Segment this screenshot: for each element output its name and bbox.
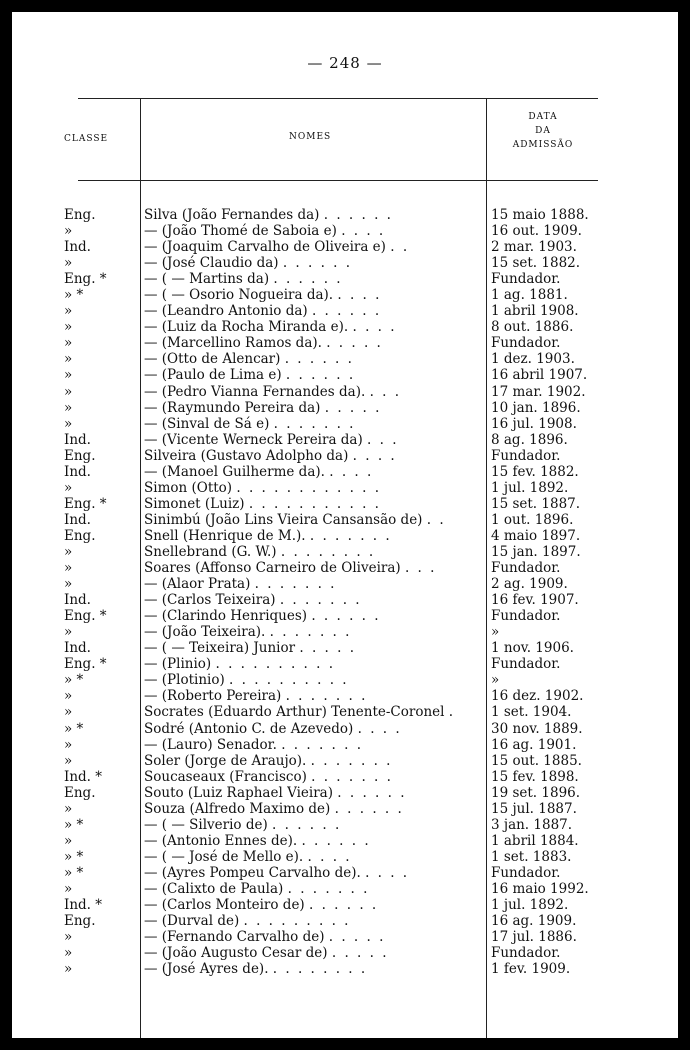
table-row bbox=[12, 881, 678, 897]
classe-cell: Eng. * bbox=[64, 656, 107, 673]
table-row bbox=[12, 464, 678, 480]
classe-cell: » * bbox=[64, 720, 84, 737]
nome-cell bbox=[144, 769, 484, 785]
classe-cell: » bbox=[64, 303, 73, 320]
nome-cell bbox=[144, 287, 484, 303]
nome-cell bbox=[144, 897, 484, 913]
nome-text: — (Ayres Pompeu Carvalho de). bbox=[144, 864, 361, 881]
classe-cell: » bbox=[64, 399, 73, 416]
leader-dots: . . . . . . . bbox=[254, 576, 337, 593]
leader-dots: . . . . . . bbox=[337, 784, 407, 801]
header-top-rule bbox=[78, 98, 598, 99]
leader-dots: . . . . bbox=[329, 463, 374, 480]
nome-cell bbox=[144, 737, 484, 753]
classe-cell: Eng. * bbox=[64, 608, 107, 625]
leader-dots: . . . . . . . . . . bbox=[229, 672, 349, 689]
classe-cell: » bbox=[64, 752, 73, 769]
data-admissao-cell: » bbox=[491, 672, 500, 689]
table-row bbox=[12, 769, 678, 785]
data-admissao-cell: 16 jul. 1908. bbox=[491, 415, 577, 432]
table-row bbox=[12, 560, 678, 576]
header-data-admissao bbox=[488, 110, 598, 152]
classe-cell: » bbox=[64, 688, 73, 705]
nome-cell bbox=[144, 592, 484, 608]
header-classe: CLASSE bbox=[64, 134, 109, 144]
nome-cell bbox=[144, 367, 484, 383]
classe-cell: » bbox=[64, 367, 73, 384]
leader-dots: . . . . . bbox=[299, 640, 357, 657]
nome-text: — ( — Teixeira) Junior bbox=[144, 640, 296, 657]
data-admissao-cell: 16 dez. 1902. bbox=[491, 688, 584, 705]
data-admissao-cell: 1 jul. 1892. bbox=[491, 479, 569, 496]
nome-cell bbox=[144, 271, 484, 287]
nome-text: Socrates (Eduardo Arthur) Tenente-Coronel bbox=[144, 704, 445, 721]
table-row bbox=[12, 753, 678, 769]
classe-cell: » bbox=[64, 479, 73, 496]
classe-cell: » bbox=[64, 880, 73, 897]
table-row bbox=[12, 945, 678, 961]
data-admissao-cell: 1 set. 1883. bbox=[491, 848, 572, 865]
data-admissao-cell: Fundador. bbox=[491, 608, 561, 625]
data-admissao-cell: Fundador. bbox=[491, 945, 561, 962]
leader-dots: . . . . . . . bbox=[269, 624, 352, 641]
nome-cell bbox=[144, 865, 484, 881]
data-admissao-cell: 16 ag. 1909. bbox=[491, 913, 577, 930]
leader-dots: . . . . . . . bbox=[281, 736, 364, 753]
data-admissao-cell: 1 abril 1884. bbox=[491, 832, 579, 849]
table-row bbox=[12, 833, 678, 849]
nome-cell bbox=[144, 255, 484, 271]
nome-cell bbox=[144, 432, 484, 448]
leader-dots: . . . . . . . bbox=[311, 768, 393, 785]
nome-text: — (Raymundo Pereira da) bbox=[144, 399, 321, 416]
nome-cell bbox=[144, 656, 484, 672]
data-admissao-cell: 15 set. 1882. bbox=[491, 255, 581, 272]
nome-text: — (Otto de Alencar) bbox=[144, 351, 281, 368]
nome-text: — (Pedro Vianna Fernandes da). bbox=[144, 383, 366, 400]
classe-cell: » bbox=[64, 576, 73, 593]
table-row bbox=[12, 865, 678, 881]
data-admissao-cell: 19 set. 1896. bbox=[491, 784, 581, 801]
data-admissao-cell: » bbox=[491, 624, 500, 641]
classe-cell: Eng. bbox=[64, 913, 96, 930]
data-admissao-cell: 3 jan. 1887. bbox=[491, 816, 573, 833]
leader-dots: . . . . . . . bbox=[285, 688, 368, 705]
data-admissao-cell: 16 abril 1907. bbox=[491, 367, 588, 384]
nome-cell bbox=[144, 303, 484, 319]
classe-cell: » bbox=[64, 961, 73, 978]
header-bottom-rule bbox=[78, 180, 598, 181]
classe-cell: Eng. bbox=[64, 784, 96, 801]
leader-dots: . . . . . . . bbox=[279, 592, 362, 609]
leader-dots: . . . . bbox=[337, 287, 382, 304]
data-admissao-cell: 16 out. 1909. bbox=[491, 223, 582, 240]
data-admissao-cell: Fundador. bbox=[491, 335, 561, 352]
nome-cell bbox=[144, 672, 484, 688]
leader-dots: . . . . . . . bbox=[309, 527, 392, 544]
classe-cell: » bbox=[64, 335, 73, 352]
data-admissao-cell: 17 mar. 1902. bbox=[491, 383, 586, 400]
classe-cell: » bbox=[64, 832, 73, 849]
nome-text: Simonet (Luiz) bbox=[144, 495, 245, 512]
leader-dots: . . . . bbox=[307, 848, 352, 865]
table-row bbox=[12, 207, 678, 223]
classe-cell: » bbox=[64, 624, 73, 641]
nome-text: Soucaseaux (Francisco) bbox=[144, 768, 307, 785]
leader-dots: . . . . . . bbox=[272, 816, 342, 833]
nome-cell bbox=[144, 608, 484, 624]
nome-cell bbox=[144, 704, 484, 720]
classe-cell: » bbox=[64, 543, 73, 560]
leader-dots: . . . . . . . bbox=[287, 880, 370, 897]
header-data-line2: DA bbox=[535, 126, 551, 136]
table-row bbox=[12, 849, 678, 865]
table-row bbox=[12, 480, 678, 496]
data-admissao-cell: 17 jul. 1886. bbox=[491, 929, 577, 946]
nome-cell bbox=[144, 817, 484, 833]
nome-text: — (Vicente Werneck Pereira da) bbox=[144, 431, 363, 448]
nome-text: — (José Ayres de). bbox=[144, 961, 269, 978]
data-admissao-cell: 2 ag. 1909. bbox=[491, 576, 568, 593]
leader-dots: . . . . . . bbox=[273, 271, 343, 288]
nome-text: — ( — Osorio Nogueira da). bbox=[144, 287, 334, 304]
nome-cell bbox=[144, 833, 484, 849]
leader-dots: . . . . . . bbox=[285, 367, 356, 384]
nome-text: — (Roberto Pereira) bbox=[144, 688, 282, 705]
nome-cell bbox=[144, 785, 484, 801]
nome-cell bbox=[144, 913, 484, 929]
classe-cell: Ind. bbox=[64, 239, 91, 256]
data-admissao-cell: 1 out. 1896. bbox=[491, 511, 574, 528]
table-row bbox=[12, 913, 678, 929]
nome-cell bbox=[144, 753, 484, 769]
data-admissao-cell: 1 abril 1908. bbox=[491, 303, 579, 320]
nome-cell bbox=[144, 721, 484, 737]
table-row bbox=[12, 496, 678, 512]
nome-text: Sinimbú (João Lins Vieira Cansansão de) bbox=[144, 511, 423, 528]
nome-cell bbox=[144, 801, 484, 817]
table-row bbox=[12, 400, 678, 416]
nome-text: — (Plinio) bbox=[144, 656, 212, 673]
leader-dots: . . . . . . . . . bbox=[243, 913, 351, 930]
classe-cell: Ind. * bbox=[64, 897, 103, 914]
data-admissao-cell: 10 jan. 1896. bbox=[491, 399, 581, 416]
nome-text: — (Carlos Monteiro de) bbox=[144, 897, 305, 914]
nome-text: — (Marcellino Ramos da). bbox=[144, 335, 322, 352]
data-admissao-cell: 15 maio 1888. bbox=[491, 207, 589, 223]
page bbox=[12, 12, 678, 1038]
classe-cell: Ind. * bbox=[64, 768, 103, 785]
classe-cell: » * bbox=[64, 848, 84, 865]
classe-cell: » bbox=[64, 255, 73, 272]
data-admissao-cell: 15 set. 1887. bbox=[491, 495, 581, 512]
leader-dots: . . . . . . bbox=[311, 608, 381, 625]
nome-cell bbox=[144, 207, 484, 223]
data-admissao-cell: 1 ag. 1881. bbox=[491, 287, 568, 304]
nome-text: — (Sinval de Sá e) bbox=[144, 415, 270, 432]
table-row bbox=[12, 303, 678, 319]
nome-text: Soares (Affonso Carneiro de Oliveira) bbox=[144, 560, 401, 577]
table-row bbox=[12, 255, 678, 271]
classe-cell: » bbox=[64, 351, 73, 368]
nome-text: Simon (Otto) bbox=[144, 479, 233, 496]
leader-dots: . . . . . . bbox=[334, 800, 404, 817]
table-row bbox=[12, 785, 678, 801]
classe-cell: » bbox=[64, 319, 73, 336]
nome-text: — (Lauro) Senador. bbox=[144, 736, 277, 753]
classe-cell: Ind. bbox=[64, 463, 91, 480]
leader-dots: . bbox=[448, 704, 456, 721]
nome-cell bbox=[144, 624, 484, 640]
nome-cell bbox=[144, 560, 484, 576]
data-admissao-cell: 15 fev. 1882. bbox=[491, 463, 579, 480]
nome-text: — (Fernando Carvalho de) bbox=[144, 929, 325, 946]
table-row bbox=[12, 624, 678, 640]
data-admissao-cell: 1 fev. 1909. bbox=[491, 961, 571, 978]
data-admissao-cell: Fundador. bbox=[491, 447, 561, 464]
data-admissao-cell: 8 out. 1886. bbox=[491, 319, 574, 336]
classe-cell: » * bbox=[64, 672, 84, 689]
classe-cell: » bbox=[64, 929, 73, 946]
leader-dots: . . . . . . . . . . . . bbox=[236, 479, 382, 496]
nome-text: — (Durval de) bbox=[144, 913, 240, 930]
header-data-line1: DATA bbox=[528, 112, 558, 122]
nome-cell bbox=[144, 496, 484, 512]
data-admissao-cell: 15 jul. 1887. bbox=[491, 800, 577, 817]
nome-cell bbox=[144, 640, 484, 656]
nome-cell bbox=[144, 576, 484, 592]
classe-cell: » * bbox=[64, 816, 84, 833]
classe-cell: Ind. bbox=[64, 511, 91, 528]
nome-cell bbox=[144, 929, 484, 945]
nome-cell bbox=[144, 416, 484, 432]
leader-dots: . . . . . . . . bbox=[272, 961, 368, 978]
nome-cell bbox=[144, 223, 484, 239]
leader-dots: . . . . . bbox=[328, 929, 386, 946]
nome-cell bbox=[144, 961, 484, 977]
table-row bbox=[12, 544, 678, 560]
nome-text: — ( — José de Mello e). bbox=[144, 848, 304, 865]
classe-cell: » bbox=[64, 560, 73, 577]
classe-cell: » bbox=[64, 800, 73, 817]
table-row bbox=[12, 239, 678, 255]
leader-dots: . . . . . . . . . . bbox=[215, 656, 336, 673]
table-row bbox=[12, 351, 678, 367]
nome-text: Souto (Luiz Raphael Vieira) bbox=[144, 784, 333, 801]
table-row bbox=[12, 335, 678, 351]
data-admissao-cell: 2 mar. 1903. bbox=[491, 239, 577, 256]
leader-dots: . . . . . bbox=[324, 399, 382, 416]
leader-dots: . . . . . . bbox=[282, 255, 353, 272]
table-row bbox=[12, 223, 678, 239]
classe-cell: » bbox=[64, 223, 73, 240]
leader-dots: . . . . . . . bbox=[310, 752, 393, 769]
classe-cell: Eng. bbox=[64, 527, 96, 544]
classe-cell: » bbox=[64, 736, 73, 753]
table-row bbox=[12, 528, 678, 544]
nome-text: — (Manoel Guilherme da). bbox=[144, 463, 325, 480]
data-admissao-cell: 16 maio 1992. bbox=[491, 880, 589, 897]
leader-dots: . . . . bbox=[357, 720, 402, 737]
leader-dots: . . . . . . bbox=[284, 351, 354, 368]
nome-cell bbox=[144, 319, 484, 335]
data-admissao-cell: 15 fev. 1898. bbox=[491, 768, 579, 785]
data-admissao-cell: 1 nov. 1906. bbox=[491, 640, 574, 657]
table-row bbox=[12, 384, 678, 400]
nome-text: Snellebrand (G. W.) bbox=[144, 543, 277, 560]
data-admissao-cell: Fundador. bbox=[491, 271, 561, 288]
leader-dots: . . . bbox=[367, 431, 399, 448]
nome-text: — (João Thomé de Saboia e) bbox=[144, 223, 337, 240]
table-row bbox=[12, 271, 678, 287]
table-row bbox=[12, 319, 678, 335]
data-admissao-cell: 4 maio 1897. bbox=[491, 527, 581, 544]
data-admissao-cell: 1 dez. 1903. bbox=[491, 351, 575, 368]
classe-cell: Eng. * bbox=[64, 495, 107, 512]
nome-text: Sodré (Antonio C. de Azevedo) bbox=[144, 720, 354, 737]
table-row bbox=[12, 367, 678, 383]
table-row bbox=[12, 961, 678, 977]
table-row bbox=[12, 737, 678, 753]
nome-cell bbox=[144, 544, 484, 560]
nome-cell bbox=[144, 881, 484, 897]
nome-text: Souza (Alfredo Maximo de) bbox=[144, 800, 331, 817]
data-admissao-cell: Fundador. bbox=[491, 864, 561, 881]
nome-cell bbox=[144, 464, 484, 480]
nome-text: — (Luiz da Rocha Miranda e). bbox=[144, 319, 349, 336]
nome-cell bbox=[144, 384, 484, 400]
leader-dots: . . . . . . . . . . . bbox=[248, 495, 381, 512]
table-row bbox=[12, 640, 678, 656]
leader-dots: . . . . . . bbox=[301, 832, 371, 849]
nome-text: — (Carlos Teixeira) bbox=[144, 592, 276, 609]
header-data-line3: ADMISSÃO bbox=[512, 140, 574, 150]
leader-dots: . . . . . . bbox=[309, 897, 379, 914]
table-row bbox=[12, 448, 678, 464]
data-admissao-cell: 1 jul. 1892. bbox=[491, 897, 569, 914]
leader-dots: . . . . . . . bbox=[273, 415, 356, 432]
nome-text: — (Calixto de Paula) bbox=[144, 880, 284, 897]
nome-text: — (João Teixeira). bbox=[144, 624, 266, 641]
table-row bbox=[12, 608, 678, 624]
nome-text: Snell (Henrique de M.). bbox=[144, 527, 306, 544]
classe-cell: Ind. bbox=[64, 592, 91, 609]
classe-cell: » bbox=[64, 415, 73, 432]
table-row bbox=[12, 576, 678, 592]
member-list bbox=[12, 207, 678, 977]
classe-cell: Eng. * bbox=[64, 271, 107, 288]
leader-dots: . . . . bbox=[341, 223, 386, 240]
table-row bbox=[12, 416, 678, 432]
leader-dots: . . . . bbox=[352, 447, 397, 464]
data-admissao-cell: 15 out. 1885. bbox=[491, 752, 582, 769]
nome-cell bbox=[144, 335, 484, 351]
leader-dots: . . . . . . bbox=[311, 303, 382, 320]
data-admissao-cell: Fundador. bbox=[491, 656, 561, 673]
table-row bbox=[12, 672, 678, 688]
table-row bbox=[12, 721, 678, 737]
nome-text: Soler (Jorge de Araujo). bbox=[144, 752, 307, 769]
nome-cell bbox=[144, 528, 484, 544]
table-row bbox=[12, 704, 678, 720]
table-row bbox=[12, 929, 678, 945]
leader-dots: . . . . . bbox=[331, 945, 389, 962]
nome-text: — (Joaquim Carvalho de Oliveira e) bbox=[144, 239, 386, 256]
leader-dots: . . . . . . . . bbox=[280, 543, 376, 560]
nome-text: — (Plotinio) bbox=[144, 672, 225, 689]
classe-cell: Eng. bbox=[64, 447, 96, 464]
data-admissao-cell: 30 nov. 1889. bbox=[491, 720, 583, 737]
leader-dots: . . . . bbox=[352, 319, 397, 336]
nome-text: — (Antonio Ennes de). bbox=[144, 832, 298, 849]
nome-text: Silveira (Gustavo Adolpho da) bbox=[144, 447, 349, 464]
nome-text: — ( — Martins da) bbox=[144, 271, 270, 288]
table-row bbox=[12, 656, 678, 672]
nome-cell bbox=[144, 448, 484, 464]
nome-text: — (Clarindo Henriques) bbox=[144, 608, 308, 625]
classe-cell: » bbox=[64, 945, 73, 962]
classe-cell: » * bbox=[64, 287, 84, 304]
nome-cell bbox=[144, 400, 484, 416]
nome-text: — (Paulo de Lima e) bbox=[144, 367, 282, 384]
page-number: — 248 — bbox=[307, 54, 383, 72]
header-nomes: NOMES bbox=[289, 132, 332, 142]
classe-cell: » bbox=[64, 704, 73, 721]
leader-dots: . . . bbox=[369, 383, 402, 400]
nome-cell bbox=[144, 945, 484, 961]
nome-cell bbox=[144, 480, 484, 496]
nome-cell bbox=[144, 512, 484, 528]
classe-cell: Eng. bbox=[64, 207, 96, 223]
table-row bbox=[12, 801, 678, 817]
nome-text: — (José Claudio da) bbox=[144, 255, 279, 272]
nome-text: — (João Augusto Cesar de) bbox=[144, 945, 328, 962]
data-admissao-cell: Fundador. bbox=[491, 560, 561, 577]
nome-text: Silva (João Fernandes da) bbox=[144, 207, 320, 223]
leader-dots: . . . . . bbox=[326, 335, 383, 352]
data-admissao-cell: 8 ag. 1896. bbox=[491, 431, 568, 448]
data-admissao-cell: 1 set. 1904. bbox=[491, 704, 572, 721]
nome-text: — ( — Silverio de) bbox=[144, 816, 268, 833]
data-admissao-cell: 16 fev. 1907. bbox=[491, 592, 579, 609]
classe-cell: » bbox=[64, 383, 73, 400]
data-admissao-cell: 15 jan. 1897. bbox=[491, 543, 581, 560]
table-row bbox=[12, 512, 678, 528]
table-row bbox=[12, 817, 678, 833]
leader-dots: . . bbox=[426, 511, 446, 528]
classe-cell: Ind. bbox=[64, 431, 91, 448]
table-row bbox=[12, 688, 678, 704]
nome-cell bbox=[144, 351, 484, 367]
table-row bbox=[12, 287, 678, 303]
table-row bbox=[12, 432, 678, 448]
leader-dots: . . . bbox=[404, 560, 437, 577]
leader-dots: . . . . . . bbox=[323, 207, 393, 223]
nome-text: — (Alaor Prata) bbox=[144, 576, 251, 593]
classe-cell: » * bbox=[64, 864, 84, 881]
nome-cell bbox=[144, 239, 484, 255]
data-admissao-cell: 16 ag. 1901. bbox=[491, 736, 577, 753]
leader-dots: . . . . bbox=[365, 864, 410, 881]
classe-cell: Ind. bbox=[64, 640, 91, 657]
table-row bbox=[12, 897, 678, 913]
leader-dots: . . bbox=[390, 239, 410, 256]
nome-cell bbox=[144, 849, 484, 865]
table-row bbox=[12, 592, 678, 608]
nome-cell bbox=[144, 688, 484, 704]
nome-text: — (Leandro Antonio da) bbox=[144, 303, 308, 320]
